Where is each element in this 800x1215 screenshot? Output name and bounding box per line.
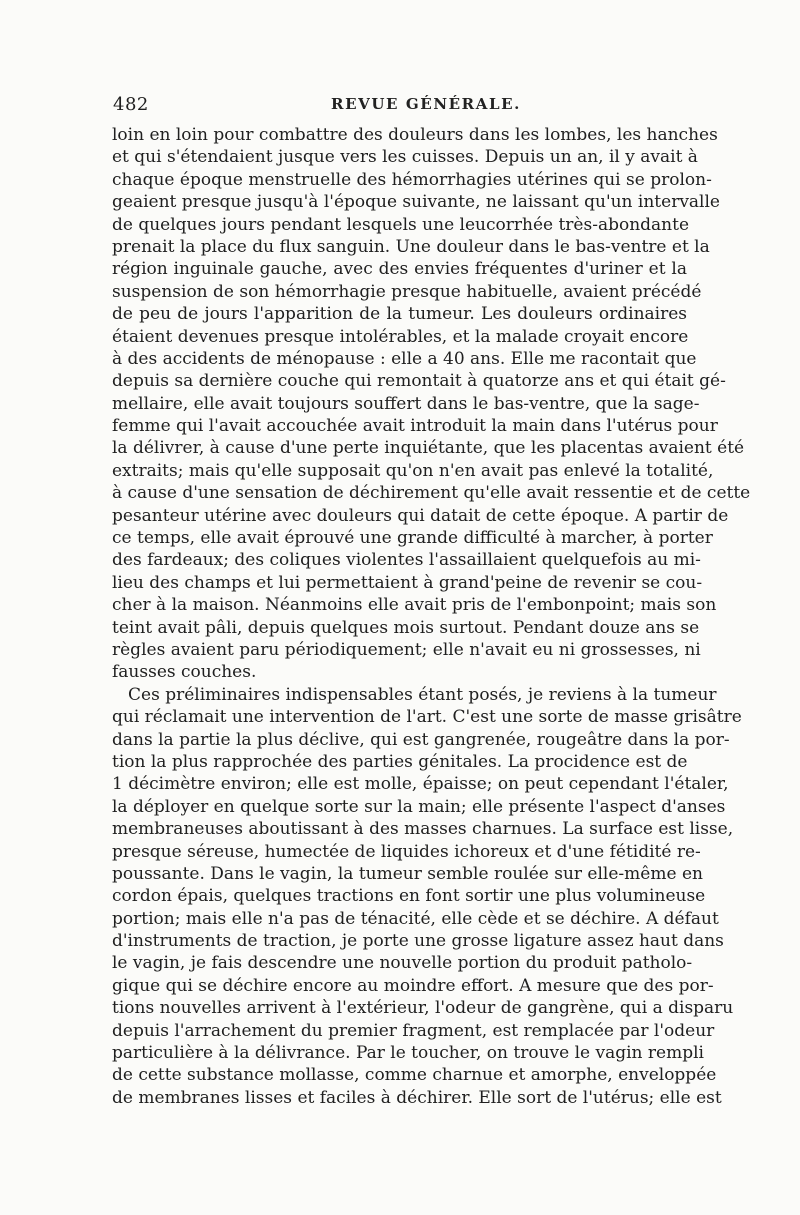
text-line: portion; mais elle n'a pas de ténacité, elle cède et se déchire. A défaut bbox=[112, 908, 719, 929]
text-line: le vagin, je fais descendre une nouvelle portion du produit patholo- bbox=[112, 953, 693, 974]
text-line: geaient presque jusqu'à l'époque suivante, ne laissant qu'un intervalle bbox=[112, 192, 720, 213]
text-line: loin en loin pour combattre des douleurs dans les lombes, les hanches bbox=[112, 125, 718, 145]
text-line: qui réclamait une intervention de l'art. C'est une sorte de masse grisâtre bbox=[112, 707, 742, 728]
text-line: de quelques jours pendant lesquels une leucorrhée très-abondante bbox=[112, 214, 690, 235]
text-line: règles avaient paru périodiquement; elle n'avait eu ni grossesses, ni bbox=[112, 639, 701, 660]
text-line: chaque époque menstruelle des hémorrhagies utérines qui se prolon- bbox=[112, 169, 712, 190]
text-line: pesanteur utérine avec douleurs qui datait de cette époque. A partir de bbox=[112, 505, 729, 526]
text-line: et qui s'étendaient jusque vers les cuisses. Depuis un an, il y avait à bbox=[112, 147, 698, 168]
text-line: presque séreuse, humectée de liquides ichoreux et d'une fétidité re- bbox=[112, 841, 701, 862]
running-title: REVUE GÉNÉRALE. bbox=[331, 95, 521, 113]
text-line: de cette substance mollasse, comme charnue et amorphe, enveloppée bbox=[112, 1065, 717, 1086]
text-line: lieu des champs et lui permettaient à grand'peine de revenir se cou- bbox=[112, 572, 703, 593]
text-line: ce temps, elle avait éprouvé une grande difficulté à marcher, à porter bbox=[112, 528, 713, 549]
text-line: Ces préliminaires indispensables étant posés, je reviens à la tumeur bbox=[128, 684, 717, 705]
text-line: étaient devenues presque intolérables, et la malade croyait encore bbox=[112, 326, 689, 347]
text-line: de peu de jours l'apparition de la tumeur. Les douleurs ordinaires bbox=[112, 304, 687, 325]
text-line: à des accidents de ménopause : elle a 40 ans. Elle me racontait que bbox=[112, 348, 697, 369]
text-line: de membranes lisses et faciles à déchirer. Elle sort de l'utérus; elle est bbox=[112, 1087, 722, 1108]
text-line: d'instruments de traction, je porte une grosse ligature assez haut dans bbox=[112, 931, 724, 952]
text-line: des fardeaux; des coliques violentes l'assaillaient quelquefois au mi- bbox=[112, 550, 701, 571]
text-line: prenait la place du flux sanguin. Une douleur dans le bas-ventre et la bbox=[112, 236, 710, 257]
body-text bbox=[112, 124, 751, 1109]
text-line: poussante. Dans le vagin, la tumeur semble roulée sur elle-même en bbox=[112, 863, 703, 884]
page-header bbox=[113, 94, 685, 118]
text-line: à cause d'une sensation de déchirement qu'elle avait ressentie et de cette bbox=[112, 483, 751, 504]
text-line: dans la partie la plus déclive, qui est gangrenée, rougeâtre dans la por- bbox=[112, 729, 730, 750]
text-line: cordon épais, quelques tractions en font sortir une plus volumineuse bbox=[112, 886, 706, 907]
text-line: la délivrer, à cause d'une perte inquiétante, que les placentas avaient été bbox=[112, 438, 745, 459]
text-line: tion la plus rapprochée des parties génitales. La procidence est de bbox=[112, 751, 688, 772]
text-line: cher à la maison. Néanmoins elle avait pris de l'embonpoint; mais son bbox=[112, 595, 717, 616]
text-line: membraneuses aboutissant à des masses charnues. La surface est lisse, bbox=[112, 819, 734, 840]
text-line: gique qui se déchire encore au moindre effort. A mesure que des por- bbox=[112, 975, 714, 996]
text-line: extraits; mais qu'elle supposait qu'on n'en avait pas enlevé la totalité, bbox=[112, 460, 714, 481]
text-line: depuis sa dernière couche qui remontait à quatorze ans et qui était gé- bbox=[112, 371, 726, 392]
text-line: teint avait pâli, depuis quelques mois surtout. Pendant douze ans se bbox=[112, 617, 700, 638]
page-number: 482 bbox=[113, 94, 149, 115]
text-line: région inguinale gauche, avec des envies fréquentes d'uriner et la bbox=[112, 259, 687, 280]
text-line: depuis l'arrachement du premier fragment, est remplacée par l'odeur bbox=[112, 1020, 715, 1041]
paragraph-1 bbox=[112, 124, 751, 684]
text-line: tions nouvelles arrivent à l'extérieur, l'odeur de gangrène, qui a disparu bbox=[112, 998, 734, 1019]
text-line: mellaire, elle avait toujours souffert dans le bas-ventre, que la sage- bbox=[112, 393, 700, 414]
paragraph-2 bbox=[112, 684, 742, 1109]
text-line: 1 décimètre environ; elle est molle, épaisse; on peut cependant l'étaler, bbox=[112, 774, 729, 795]
text-line: femme qui l'avait accouchée avait introduit la main dans l'utérus pour bbox=[112, 416, 718, 437]
text-line: particulière à la délivrance. Par le toucher, on trouve le vagin rempli bbox=[112, 1043, 704, 1064]
text-line: suspension de son hémorrhagie presque habituelle, avaient précédé bbox=[112, 281, 702, 302]
text-line: fausses couches. bbox=[112, 662, 257, 683]
text-line: la déployer en quelque sorte sur la main; elle présente l'aspect d'anses bbox=[112, 796, 726, 817]
